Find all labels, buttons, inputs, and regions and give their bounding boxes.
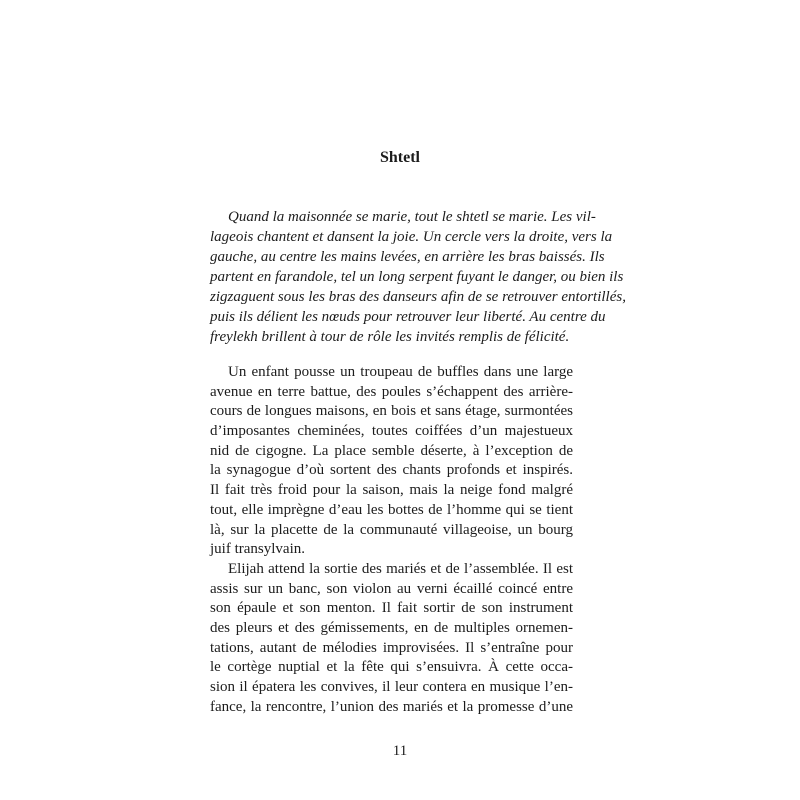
text-line: d’imposantes cheminées, toutes coiffées d’un majestueux: [210, 423, 573, 440]
page-number: 11: [392, 743, 408, 759]
text-line: tout, elle imprègne d’eau les bottes de l’homme qui se tient: [210, 501, 573, 518]
body-text: [210, 363, 573, 717]
epigraph-line: lageois chantent et dansent la joie. Un cercle vers la droite, vers la: [210, 229, 613, 245]
text-line: Il fait très froid pour la saison, mais la neige fond malgré: [210, 482, 573, 499]
epigraph-line: Quand la maisonnée se marie, tout le shtetl se marie. Les vil-: [228, 209, 596, 225]
text-line: le cortège nuptial et la fête qui s’ensuivra. À cette occa-: [210, 659, 573, 676]
epigraph-line: zigzaguent sous les bras des danseurs afin de se retrouver entortillés,: [210, 289, 626, 305]
epigraph-line: puis ils délient les nœuds pour retrouver leur liberté. Au centre du: [210, 309, 606, 325]
paragraph: [210, 363, 573, 560]
text-line: son épaule et son menton. Il fait sortir de son instrument: [210, 600, 573, 617]
text-line: cours de longues maisons, en bois et sans étage, surmontées: [210, 403, 573, 420]
epigraph-line: gauche, au centre les mains levées, en arrière les bras baissés. Ils: [210, 249, 605, 265]
text-line: juif transylvain.: [210, 541, 305, 558]
text-line: fance, la rencontre, l’union des mariés et la promesse d’une: [210, 698, 573, 715]
epigraph: [210, 207, 626, 347]
text-line: nid de cigogne. La place semble déserte, à l’exception de: [210, 442, 573, 459]
text-line: là, sur la placette de la communauté villageoise, un bourg: [210, 521, 573, 538]
epigraph-line: freylekh brillent à tour de rôle les invités remplis de félicité.: [210, 329, 570, 345]
text-line: la synagogue d’où sortent des chants profonds et inspirés.: [210, 462, 573, 479]
epigraph-line: partent en farandole, tel un long serpent fuyant le danger, ou bien ils: [210, 269, 624, 285]
chapter-title: Shtetl: [380, 149, 420, 166]
text-line: Elijah attend la sortie des mariés et de l’assemblée. Il est: [228, 560, 573, 577]
text-line: Un enfant pousse un troupeau de buffles dans une large: [228, 364, 573, 380]
text-line: tations, autant de mélodies improvisées. Il s’entraîne pour: [210, 639, 573, 656]
text-line: sion il épatera les convives, il leur contera en musique l’en-: [210, 679, 573, 695]
text-line: des pleurs et des gémissements, en de multiples ornemen-: [210, 619, 573, 636]
text-line: assis sur un banc, son violon au verni écaillé coincé entre: [210, 580, 573, 597]
paragraph: [210, 560, 573, 718]
text-line: avenue en terre battue, des poules s’échappent des arrière-: [210, 383, 573, 400]
